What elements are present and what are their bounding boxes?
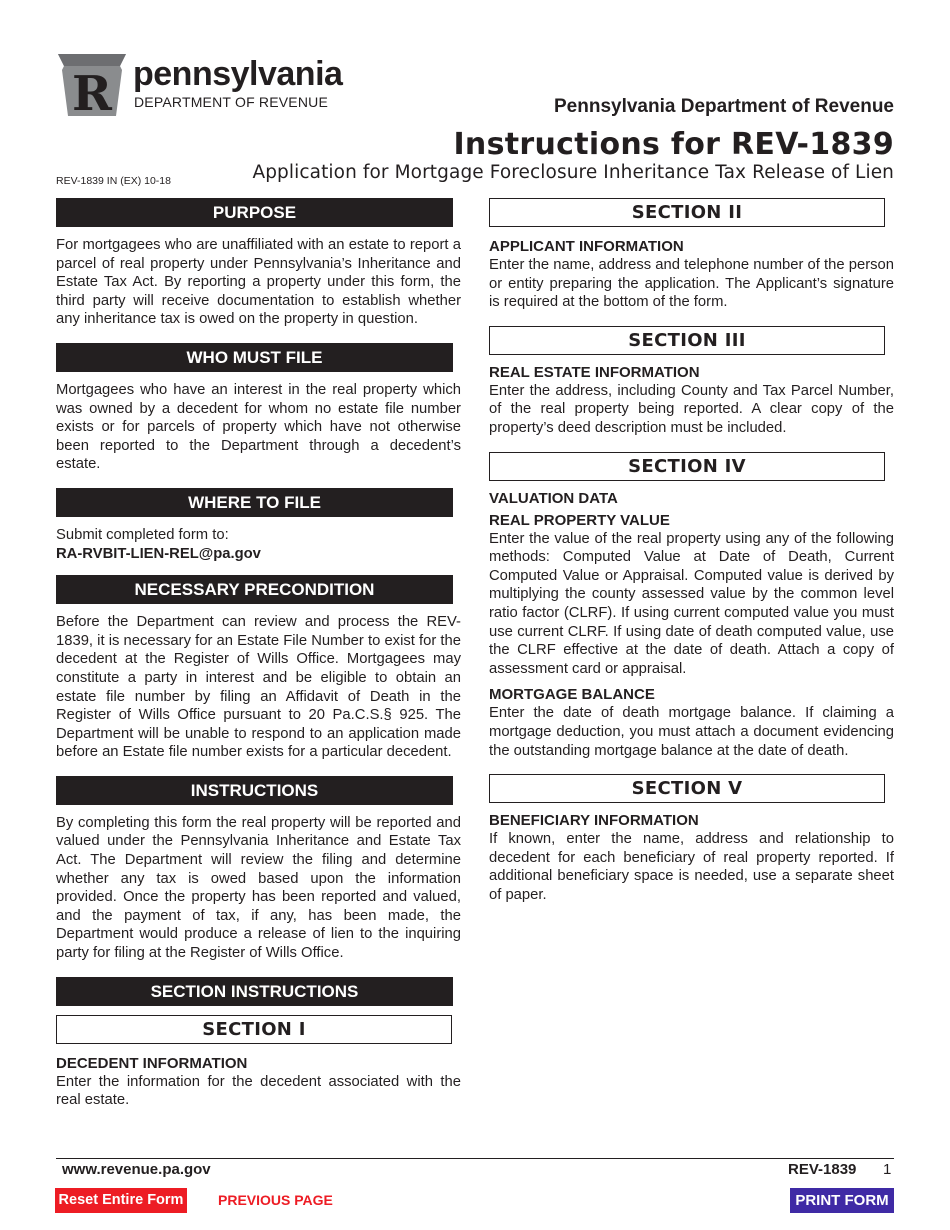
website-link[interactable]: www.revenue.pa.gov	[62, 1161, 211, 1178]
submission-email[interactable]: RA-RVBIT-LIEN-REL@pa.gov	[56, 545, 261, 562]
valuation-data-subheading: VALUATION DATA	[489, 489, 618, 507]
real-property-value-text: Enter the value of the real property using any of the following methods: Computed Value at Date of Death, Current Computed Value or Appraisal. Computed value is derived by multiplying the county assessed value by the common level ratio factor (CLRF). If using current computed value you must use current CLRF. If using date of death computed value, use the CLRF effective at the date of death. Attach a copy of assessment card or appraisal.	[489, 530, 894, 677]
who-must-file-text: Mortgagees who have an interest in the real property which was owned by a decedent for whom no estate file number exists or for parcels of property which have not otherwise been reported to the Department through a decedent’s estate.	[56, 381, 461, 473]
precondition-text: Before the Department can review and process the REV-1839, it is necessary for an Estate File Number to exist for the decedent at the Register of Wills Office. Mortgagees may constitute a party in interest and be eligible to obtain an estate file number by filing an Affidavit of Death in the Register of Wills Office pursuant to 20 Pa.C.S.§ 925. The Department will be unable to respond to an application made before an Estate file number exists for a particular decedent.	[56, 614, 461, 761]
right-column	[489, 198, 894, 904]
real-property-value-subheading: REAL PROPERTY VALUE	[489, 511, 670, 529]
left-column	[56, 198, 461, 1110]
page-number: 1	[883, 1161, 892, 1178]
keystone-logo-icon	[56, 50, 128, 118]
reset-form-button[interactable]: Reset Entire Form	[55, 1188, 187, 1213]
who-must-file-heading: WHO MUST FILE	[56, 343, 453, 372]
purpose-heading: PURPOSE	[56, 198, 453, 227]
mortgage-balance-text: Enter the date of death mortgage balance. If claiming a mortgage deduction, you must attach a document evidencing the outstanding mortgage balance at the date of death.	[489, 705, 894, 759]
logo-department: DEPARTMENT OF REVENUE	[134, 94, 329, 110]
where-to-file-text: Submit completed form to:	[56, 526, 229, 543]
applicant-information-text: Enter the name, address and telephone number of the person or entity preparing the application. The Applicant’s signature is required at the bottom of the form.	[489, 257, 894, 311]
section-4-heading: SECTION IV	[489, 452, 885, 481]
form-code: REV-1839 IN (EX) 10-18	[56, 175, 171, 187]
page-subtitle: Application for Mortgage Foreclosure Inheritance Tax Release of Lien	[252, 162, 894, 183]
beneficiary-information-subheading: BENEFICIARY INFORMATION	[489, 812, 699, 830]
footer-form-number: REV-1839	[788, 1161, 857, 1178]
section-3-heading: SECTION III	[489, 326, 885, 355]
department-name: Pennsylvania Department of Revenue	[554, 96, 894, 117]
applicant-information-subheading: APPLICANT INFORMATION	[489, 238, 684, 255]
purpose-text: For mortgagees who are unaffiliated with an estate to report a parcel of real property under Pennsylvania’s Inheritance and Estate Tax Act. By reporting a property under this form, the third party will receive documentation to establish whether any inheritance tax is owed on the property in question.	[56, 237, 461, 328]
page-title: Instructions for REV-1839	[453, 127, 894, 162]
section-1-heading: SECTION I	[56, 1015, 452, 1044]
logo-letter: R	[72, 66, 112, 118]
instructions-heading: INSTRUCTIONS	[56, 776, 453, 805]
previous-page-link[interactable]: PREVIOUS PAGE	[218, 1192, 333, 1208]
section-5-heading: SECTION V	[489, 774, 885, 803]
decedent-information-text: Enter the information for the decedent associated with the real estate.	[56, 1073, 461, 1109]
instructions-text: By completing this form the real property will be reported and valued under the Pennsylvania Inheritance and Estate Tax Act. The Department will review the filing and determine whether any tax is owed based upon the information provided. Once the property has been reported and valued, and the payment of tax, if any, has been made, the Department would produce a release of lien to the inquiring party for filing at the Register of Wills Office.	[56, 814, 461, 962]
logo-wordmark: pennsylvania	[133, 55, 343, 93]
section-2-heading: SECTION II	[489, 198, 885, 227]
beneficiary-information-text: If known, enter the name, address and relationship to decedent for each beneficiary of real property reported. If additional beneficiary space is needed, use a separate sheet of paper.	[489, 831, 894, 903]
where-to-file-heading: WHERE TO FILE	[56, 488, 453, 517]
decedent-information-subheading: DECEDENT INFORMATION	[56, 1054, 248, 1072]
precondition-heading: NECESSARY PRECONDITION	[56, 575, 453, 604]
real-estate-information-subheading: REAL ESTATE INFORMATION	[489, 363, 700, 381]
real-estate-information-text: Enter the address, including County and Tax Parcel Number, of the real property being reported. A clear copy of the property’s deed description must be included.	[489, 382, 894, 436]
section-instructions-heading: SECTION INSTRUCTIONS	[56, 977, 453, 1006]
mortgage-balance-subheading: MORTGAGE BALANCE	[489, 686, 655, 704]
print-form-button[interactable]: PRINT FORM	[790, 1188, 894, 1213]
footer-divider	[56, 1158, 894, 1159]
